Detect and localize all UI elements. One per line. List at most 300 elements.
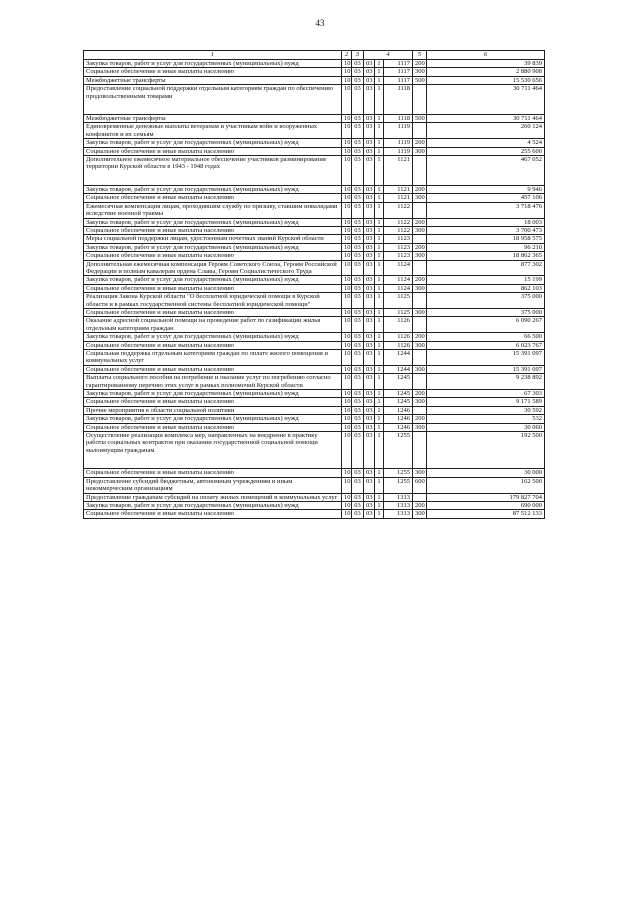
expense-type-code (413, 235, 427, 243)
budget-table (83, 50, 545, 519)
subprogram-code: 1 (375, 390, 384, 398)
expense-type-code (413, 202, 427, 218)
article-code: 1121 (384, 156, 413, 186)
expense-type-code (413, 374, 427, 390)
section-code: 10 (342, 115, 352, 123)
row-name: Выплаты социального пособия на погребение и оказание услуг по погребению согласно гарантированному перечню этих услуг в рамках полномочий Курской области (84, 374, 342, 390)
table-row (84, 202, 545, 218)
row-name: Оказание адресной социальной помощи на проведение работ по газификации жилья отдельным категориям граждан (84, 317, 342, 333)
row-name: Социальное обеспечение и иные выплаты населению (84, 365, 342, 373)
expense-type-code: 600 (413, 477, 427, 493)
article-code: 1121 (384, 185, 413, 193)
section-code: 10 (342, 308, 352, 316)
row-name: Ежемесячная компенсация лицам, проходившим службу по призыву, ставшим инвалидами вследствие военной травмы (84, 202, 342, 218)
table-row (84, 284, 545, 292)
row-name: Закупка товаров, работ и услуг для государственных (муниципальных) нужд (84, 501, 342, 509)
row-name: Межбюджетные трансферты (84, 76, 342, 84)
subsection-code: 03 (352, 76, 364, 84)
subsection-code: 03 (352, 194, 364, 202)
article-code: 1122 (384, 226, 413, 234)
table-row (84, 398, 545, 406)
subsection-code: 03 (352, 260, 364, 276)
article-code: 1117 (384, 68, 413, 76)
section-code: 10 (342, 365, 352, 373)
program-code: 03 (364, 260, 375, 276)
subsection-code: 03 (352, 477, 364, 493)
section-code: 10 (342, 147, 352, 155)
table-row (84, 293, 545, 309)
row-name: Социальное обеспечение и иные выплаты населению (84, 469, 342, 477)
section-code: 10 (342, 276, 352, 284)
table-row (84, 243, 545, 251)
row-name: Социальное обеспечение и иные выплаты населению (84, 423, 342, 431)
expense-type-code (413, 156, 427, 186)
amount: 192 500 (427, 432, 545, 469)
expense-type-code: 300 (413, 252, 427, 260)
subsection-code: 03 (352, 390, 364, 398)
section-code: 10 (342, 260, 352, 276)
program-code: 03 (364, 85, 375, 115)
subsection-code: 03 (352, 115, 364, 123)
section-code: 10 (342, 284, 352, 292)
expense-type-code: 200 (413, 390, 427, 398)
table-row (84, 123, 545, 139)
program-code: 03 (364, 501, 375, 509)
column-header: 5 (413, 51, 427, 60)
article-code: 1123 (384, 243, 413, 251)
table-row (84, 341, 545, 349)
table-row (84, 194, 545, 202)
article-code: 1126 (384, 341, 413, 349)
column-header: 4 (364, 51, 413, 60)
subsection-code: 03 (352, 284, 364, 292)
program-code: 03 (364, 390, 375, 398)
expense-type-code: 200 (413, 185, 427, 193)
section-code: 10 (342, 76, 352, 84)
program-code: 03 (364, 235, 375, 243)
expense-type-code (413, 85, 427, 115)
amount: 15 199 (427, 276, 545, 284)
subprogram-code: 1 (375, 493, 384, 501)
subprogram-code: 1 (375, 477, 384, 493)
section-code: 10 (342, 469, 352, 477)
subprogram-code: 1 (375, 308, 384, 316)
section-code: 10 (342, 68, 352, 76)
amount: 162 500 (427, 477, 545, 493)
subsection-code: 03 (352, 293, 364, 309)
row-name: Предоставление социальной поддержки отдельным категориям граждан по обеспечению продовольственными товарами (84, 85, 342, 115)
program-code: 03 (364, 510, 375, 518)
subprogram-code: 1 (375, 415, 384, 423)
subprogram-code: 1 (375, 284, 384, 292)
subprogram-code: 1 (375, 226, 384, 234)
expense-type-code: 200 (413, 218, 427, 226)
expense-type-code (413, 432, 427, 469)
row-name: Закупка товаров, работ и услуг для государственных (муниципальных) нужд (84, 243, 342, 251)
row-name: Социальное обеспечение и иные выплаты населению (84, 147, 342, 155)
section-code: 10 (342, 293, 352, 309)
amount: 30 592 (427, 406, 545, 414)
amount: 39 839 (427, 60, 545, 68)
expense-type-code: 300 (413, 469, 427, 477)
row-name: Социальная поддержка отдельным категориям граждан по оплате жилого помещения и коммунальных услуг (84, 350, 342, 366)
row-name: Закупка товаров, работ и услуг для государственных (муниципальных) нужд (84, 333, 342, 341)
subprogram-code: 1 (375, 276, 384, 284)
program-code: 03 (364, 68, 375, 76)
article-code: 1313 (384, 493, 413, 501)
subprogram-code: 1 (375, 398, 384, 406)
program-code: 03 (364, 341, 375, 349)
table-row (84, 501, 545, 509)
amount: 6 090 267 (427, 317, 545, 333)
expense-type-code: 500 (413, 76, 427, 84)
row-name: Дополнительное ежемесячное материальное обеспечение участников разминирования территории Курской области в 1943 - 1948 годах (84, 156, 342, 186)
row-name: Социальное обеспечение и иные выплаты населению (84, 341, 342, 349)
article-code: 1126 (384, 317, 413, 333)
article-code: 1244 (384, 350, 413, 366)
article-code: 1117 (384, 60, 413, 68)
article-code: 1125 (384, 308, 413, 316)
program-code: 03 (364, 308, 375, 316)
subprogram-code: 1 (375, 406, 384, 414)
program-code: 03 (364, 202, 375, 218)
article-code: 1124 (384, 260, 413, 276)
expense-type-code (413, 293, 427, 309)
row-name: Прочие мероприятия в области социальной политики (84, 406, 342, 414)
amount: 67 303 (427, 390, 545, 398)
subsection-code: 03 (352, 156, 364, 186)
expense-type-code: 300 (413, 147, 427, 155)
column-header: 2 (342, 51, 352, 60)
subsection-code: 03 (352, 60, 364, 68)
article-code: 1313 (384, 501, 413, 509)
subprogram-code: 1 (375, 185, 384, 193)
subprogram-code: 1 (375, 147, 384, 155)
subsection-code: 03 (352, 317, 364, 333)
table-row (84, 115, 545, 123)
subprogram-code: 1 (375, 374, 384, 390)
article-code: 1245 (384, 390, 413, 398)
subsection-code: 03 (352, 510, 364, 518)
section-code: 10 (342, 510, 352, 518)
table-row (84, 252, 545, 260)
row-name: Закупка товаров, работ и услуг для государственных (муниципальных) нужд (84, 415, 342, 423)
subsection-code: 03 (352, 68, 364, 76)
subsection-code: 03 (352, 185, 364, 193)
table-row (84, 333, 545, 341)
section-code: 10 (342, 477, 352, 493)
program-code: 03 (364, 293, 375, 309)
program-code: 03 (364, 469, 375, 477)
section-code: 10 (342, 252, 352, 260)
amount: 690 000 (427, 501, 545, 509)
expense-type-code: 200 (413, 243, 427, 251)
program-code: 03 (364, 415, 375, 423)
program-code: 03 (364, 252, 375, 260)
table-row (84, 365, 545, 373)
subprogram-code: 1 (375, 501, 384, 509)
table-row (84, 469, 545, 477)
program-code: 03 (364, 139, 375, 147)
row-name: Закупка товаров, работ и услуг для государственных (муниципальных) нужд (84, 60, 342, 68)
section-code: 10 (342, 415, 352, 423)
article-code: 1124 (384, 276, 413, 284)
subprogram-code: 1 (375, 115, 384, 123)
section-code: 10 (342, 374, 352, 390)
program-code: 03 (364, 350, 375, 366)
subsection-code: 03 (352, 202, 364, 218)
subsection-code: 03 (352, 341, 364, 349)
expense-type-code: 300 (413, 510, 427, 518)
subsection-code: 03 (352, 85, 364, 115)
program-code: 03 (364, 374, 375, 390)
program-code: 03 (364, 406, 375, 414)
subprogram-code: 1 (375, 365, 384, 373)
subsection-code: 03 (352, 406, 364, 414)
row-name: Закупка товаров, работ и услуг для государственных (муниципальных) нужд (84, 218, 342, 226)
program-code: 03 (364, 185, 375, 193)
amount: 96 210 (427, 243, 545, 251)
amount: 862 103 (427, 284, 545, 292)
subprogram-code: 1 (375, 317, 384, 333)
amount: 15 391 097 (427, 365, 545, 373)
subsection-code: 03 (352, 235, 364, 243)
amount: 2 880 908 (427, 68, 545, 76)
subprogram-code: 1 (375, 432, 384, 469)
subsection-code: 03 (352, 218, 364, 226)
table-body (84, 60, 545, 519)
table-row (84, 423, 545, 431)
article-code: 1119 (384, 123, 413, 139)
section-code: 10 (342, 501, 352, 509)
amount: 255 600 (427, 147, 545, 155)
article-code: 1124 (384, 284, 413, 292)
section-code: 10 (342, 218, 352, 226)
amount: 66 500 (427, 333, 545, 341)
subsection-code: 03 (352, 350, 364, 366)
subprogram-code: 1 (375, 202, 384, 218)
amount: 30 000 (427, 469, 545, 477)
expense-type-code: 300 (413, 365, 427, 373)
subprogram-code: 1 (375, 293, 384, 309)
page-number: 43 (315, 18, 325, 28)
expense-type-code: 300 (413, 68, 427, 76)
row-name: Дополнительная ежемесячная компенсация Героям Советского Союза, Героям Российской Федерации и полным кавалерам ордена Славы, Героям Социалистического Труда (84, 260, 342, 276)
expense-type-code (413, 493, 427, 501)
row-name: Единовременные денежные выплаты ветеранам и участникам войн и вооруженных конфликтов и их семьям (84, 123, 342, 139)
program-code: 03 (364, 284, 375, 292)
subprogram-code: 1 (375, 156, 384, 186)
row-name: Предоставление субсидий бюджетным, автономным учреждениям и иным некоммерческим организациям (84, 477, 342, 493)
table-row (84, 147, 545, 155)
subsection-code: 03 (352, 423, 364, 431)
subprogram-code: 1 (375, 60, 384, 68)
subsection-code: 03 (352, 415, 364, 423)
subprogram-code: 1 (375, 252, 384, 260)
amount: 15 391 097 (427, 350, 545, 366)
subsection-code: 03 (352, 374, 364, 390)
article-code: 1122 (384, 218, 413, 226)
subsection-code: 03 (352, 243, 364, 251)
table-header-row (84, 51, 545, 60)
section-code: 10 (342, 390, 352, 398)
subprogram-code: 1 (375, 243, 384, 251)
row-name: Закупка товаров, работ и услуг для государственных (муниципальных) нужд (84, 390, 342, 398)
expense-type-code: 300 (413, 308, 427, 316)
row-name: Социальное обеспечение и иные выплаты населению (84, 194, 342, 202)
article-code: 1245 (384, 374, 413, 390)
subprogram-code: 1 (375, 423, 384, 431)
subsection-code: 03 (352, 432, 364, 469)
amount: 3 700 473 (427, 226, 545, 234)
row-name: Социальное обеспечение и иные выплаты населению (84, 308, 342, 316)
row-name: Осуществление реализации комплекса мер, направленных на внедрение в практику работы социальных контрактов при оказании государственной социальной помощи малоимущим гражданам (84, 432, 342, 469)
expense-type-code: 300 (413, 341, 427, 349)
section-code: 10 (342, 185, 352, 193)
section-code: 10 (342, 60, 352, 68)
program-code: 03 (364, 218, 375, 226)
article-code: 1246 (384, 423, 413, 431)
expense-type-code: 300 (413, 284, 427, 292)
article-code: 1313 (384, 510, 413, 518)
article-code: 1255 (384, 432, 413, 469)
subsection-code: 03 (352, 469, 364, 477)
section-code: 10 (342, 226, 352, 234)
amount: 375 000 (427, 308, 545, 316)
row-name: Социальное обеспечение и иные выплаты населению (84, 226, 342, 234)
expense-type-code: 300 (413, 423, 427, 431)
expense-type-code: 200 (413, 60, 427, 68)
article-code: 1118 (384, 85, 413, 115)
program-code: 03 (364, 317, 375, 333)
section-code: 10 (342, 139, 352, 147)
program-code: 03 (364, 276, 375, 284)
row-name: Социальное обеспечение и иные выплаты населению (84, 68, 342, 76)
expense-type-code: 500 (413, 115, 427, 123)
subsection-code: 03 (352, 139, 364, 147)
program-code: 03 (364, 243, 375, 251)
table-row (84, 415, 545, 423)
row-name: Реализация Закона Курской области "О бесплатной юридической помощи в Курской области и в рамках государственной системы бесплатной юридической помощи" (84, 293, 342, 309)
amount: 9 238 892 (427, 374, 545, 390)
section-code: 10 (342, 493, 352, 501)
column-header: 1 (84, 51, 342, 60)
amount: 877 302 (427, 260, 545, 276)
table-row (84, 218, 545, 226)
expense-type-code (413, 260, 427, 276)
subprogram-code: 1 (375, 139, 384, 147)
expense-type-code: 200 (413, 415, 427, 423)
table-row (84, 350, 545, 366)
program-code: 03 (364, 398, 375, 406)
program-code: 03 (364, 147, 375, 155)
section-code: 10 (342, 333, 352, 341)
subsection-code: 03 (352, 398, 364, 406)
table-row (84, 68, 545, 76)
amount: 3 718 476 (427, 202, 545, 218)
amount: 260 124 (427, 123, 545, 139)
amount: 6 023 767 (427, 341, 545, 349)
article-code: 1245 (384, 398, 413, 406)
column-header: 6 (427, 51, 545, 60)
article-code: 1123 (384, 252, 413, 260)
table-row (84, 510, 545, 518)
expense-type-code (413, 123, 427, 139)
section-code: 10 (342, 194, 352, 202)
table-row (84, 406, 545, 414)
table-row (84, 76, 545, 84)
section-code: 10 (342, 341, 352, 349)
subsection-code: 03 (352, 333, 364, 341)
section-code: 10 (342, 432, 352, 469)
article-code: 1246 (384, 406, 413, 414)
expense-type-code: 300 (413, 226, 427, 234)
article-code: 1246 (384, 415, 413, 423)
row-name: Закупка товаров, работ и услуг для государственных (муниципальных) нужд (84, 185, 342, 193)
subsection-code: 03 (352, 493, 364, 501)
amount: 9 171 589 (427, 398, 545, 406)
program-code: 03 (364, 432, 375, 469)
program-code: 03 (364, 123, 375, 139)
section-code: 10 (342, 423, 352, 431)
row-name: Социальное обеспечение и иные выплаты населению (84, 252, 342, 260)
row-name: Предоставление гражданам субсидий на оплату жилых помещений и коммунальных услуг (84, 493, 342, 501)
subsection-code: 03 (352, 123, 364, 139)
amount: 15 530 656 (427, 76, 545, 84)
expense-type-code (413, 350, 427, 366)
table-row (84, 60, 545, 68)
subprogram-code: 1 (375, 85, 384, 115)
expense-type-code (413, 317, 427, 333)
row-name: Социальное обеспечение и иные выплаты населению (84, 510, 342, 518)
row-name: Социальное обеспечение и иные выплаты населению (84, 284, 342, 292)
subsection-code: 03 (352, 252, 364, 260)
amount: 18 862 365 (427, 252, 545, 260)
amount: 30 711 464 (427, 85, 545, 115)
table-row (84, 260, 545, 276)
expense-type-code: 300 (413, 398, 427, 406)
subprogram-code: 1 (375, 235, 384, 243)
subprogram-code: 1 (375, 260, 384, 276)
program-code: 03 (364, 115, 375, 123)
amount: 179 827 704 (427, 493, 545, 501)
subsection-code: 03 (352, 501, 364, 509)
article-code: 1122 (384, 202, 413, 218)
program-code: 03 (364, 477, 375, 493)
amount: 18 958 575 (427, 235, 545, 243)
program-code: 03 (364, 333, 375, 341)
subprogram-code: 1 (375, 76, 384, 84)
subprogram-code: 1 (375, 350, 384, 366)
subsection-code: 03 (352, 308, 364, 316)
subprogram-code: 1 (375, 469, 384, 477)
article-code: 1119 (384, 147, 413, 155)
section-code: 10 (342, 123, 352, 139)
amount: 9 946 (427, 185, 545, 193)
article-code: 1118 (384, 115, 413, 123)
program-code: 03 (364, 226, 375, 234)
expense-type-code: 200 (413, 333, 427, 341)
table-row (84, 139, 545, 147)
row-name: Межбюджетные трансферты (84, 115, 342, 123)
expense-type-code: 200 (413, 139, 427, 147)
article-code: 1244 (384, 365, 413, 373)
program-code: 03 (364, 76, 375, 84)
subsection-code: 03 (352, 147, 364, 155)
article-code: 1125 (384, 293, 413, 309)
subprogram-code: 1 (375, 333, 384, 341)
table-row (84, 308, 545, 316)
